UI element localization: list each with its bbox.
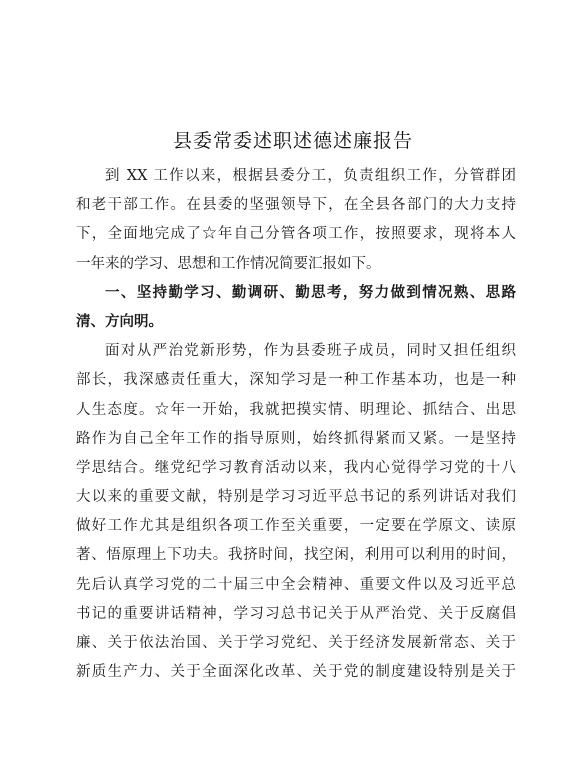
body-paragraph: [76, 337, 516, 687]
text-line: 书记的重要讲话精神，学习习总书记关于从严治党、关于反腐倡: [76, 605, 516, 622]
text-line: 先后认真学习党的二十届三中全会精神、重要文件以及习近平总: [76, 576, 516, 593]
heading-line: 一、坚持勤学习、勤调研、勤思考，努力做到情况熟、思路: [105, 284, 516, 301]
text-line: 做好工作尤其是组织各项工作至关重要，一定要在学原文、读原: [76, 518, 516, 535]
text-line: 人生态度。☆年一开始，我就把摸实情、明理论、抓结合、出思: [76, 401, 516, 418]
document-title: 县委常委述职述德述廉报告: [172, 130, 413, 152]
text-line: 部长，我深感责任重大，深知学习是一种工作基本功，也是一种: [76, 372, 516, 389]
text-line: 廉、关于依法治国、关于学习党纪、关于经济发展新常态、关于: [76, 635, 516, 651]
document-body: [76, 162, 516, 687]
text-line: 大以来的重要文献，特别是学习习近平总书记的系列讲话对我们: [76, 489, 516, 506]
section-heading: [76, 279, 516, 337]
text-line: 著、悟原理上下功夫。我挤时间，找空闲，利用可以利用的时间，: [76, 547, 516, 564]
text-line: 学思结合。继党纪学习教育活动以来，我内心觉得学习党的十八: [76, 459, 516, 476]
text-line: 到 XX 工作以来，根据县委分工，负责组织工作，分管群团: [105, 168, 516, 184]
text-line: 一年来的学习、思想和工作情况简要汇报如下。: [76, 255, 381, 272]
text-line: 下，全面地完成了☆年自己分管各项工作，按照要求，现将本人: [76, 226, 516, 243]
intro-paragraph: [76, 162, 516, 279]
text-line: 面对从严治党新形势，作为县委班子成员，同时又担任组织: [105, 343, 516, 360]
text-line: 和老干部工作。在县委的坚强领导下，在全县各部门的大力支持: [76, 197, 516, 214]
heading-line: 清、方向明。: [76, 313, 163, 330]
text-line: 新质生产力、关于全面深化改革、关于党的制度建设特别是关于: [76, 664, 516, 681]
text-line: 路作为自己全年工作的指导原则，始终抓得紧而又紧。一是坚持: [76, 430, 516, 447]
